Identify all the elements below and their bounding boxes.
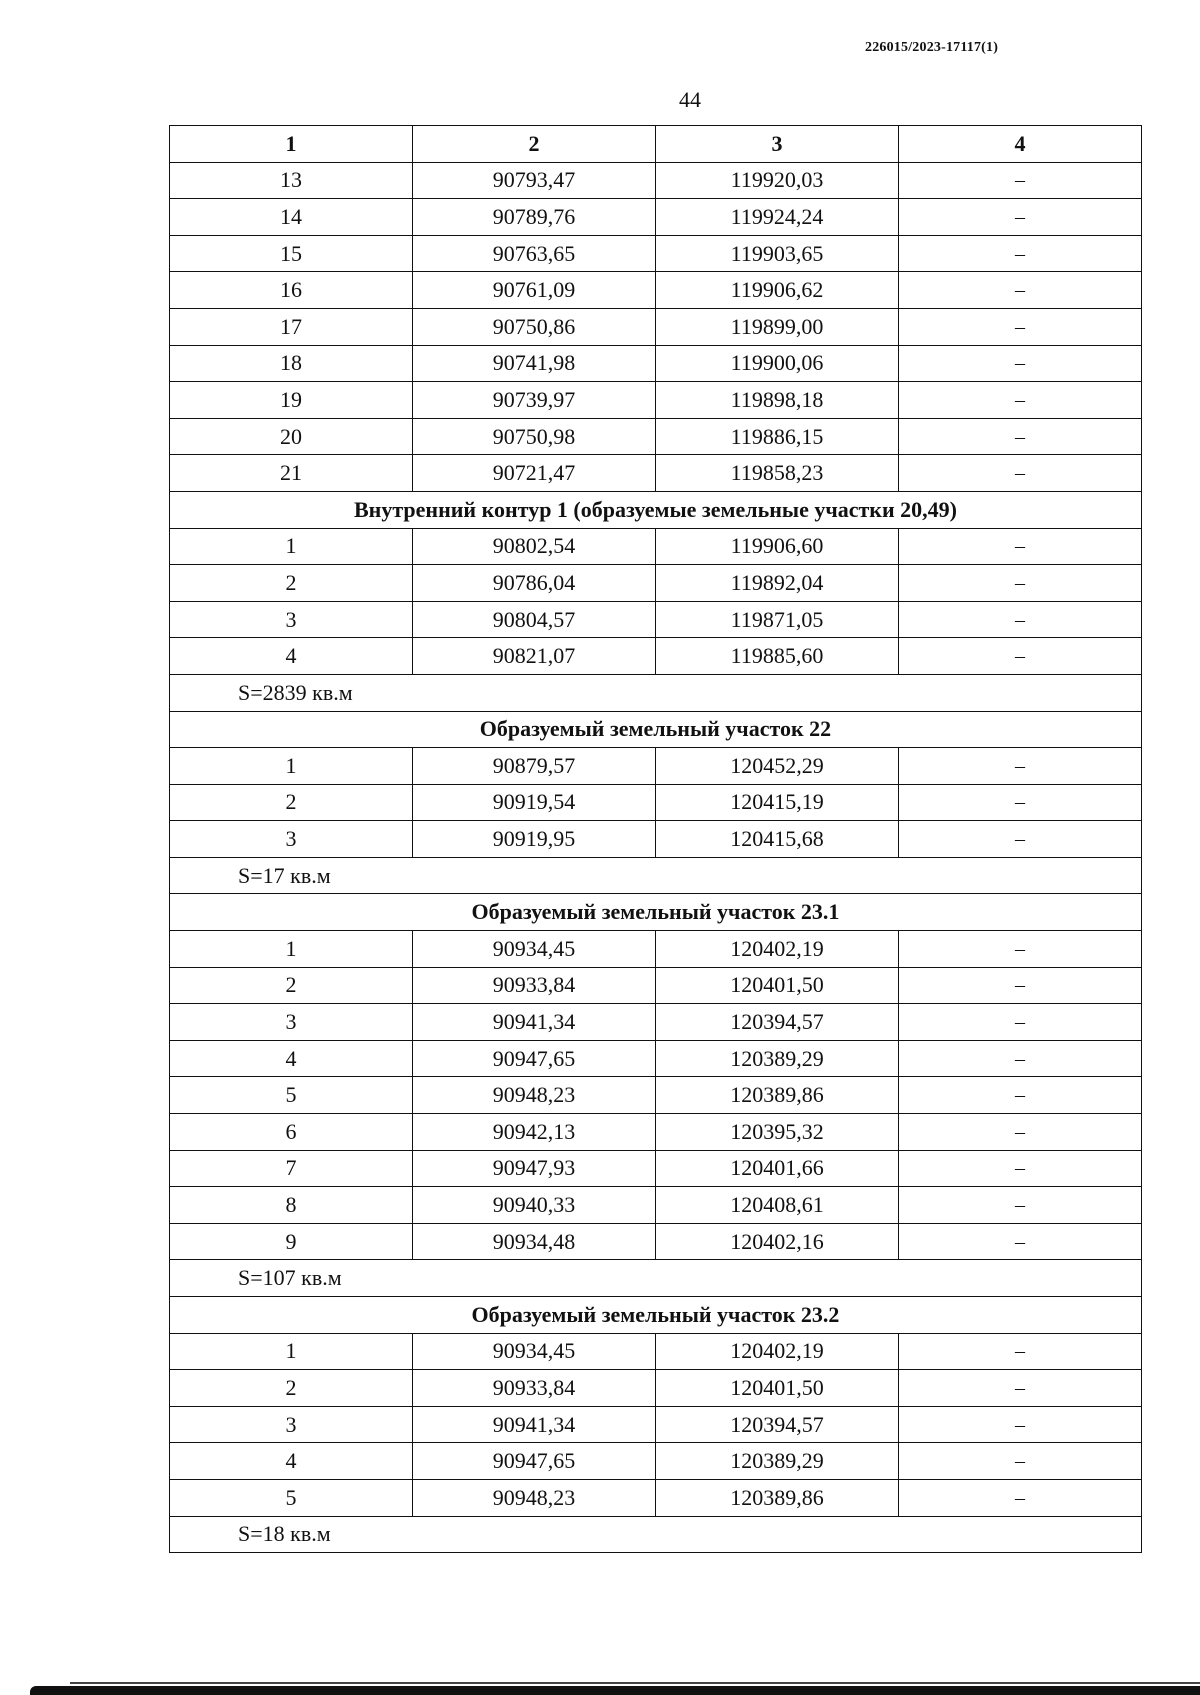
table-row (170, 1150, 1142, 1187)
table-row (170, 418, 1142, 455)
x-coordinate-cell: 90919,95 (413, 821, 656, 858)
point-number-cell: 1 (170, 1333, 413, 1370)
point-number-cell: 15 (170, 235, 413, 272)
y-coordinate-cell: 120389,29 (656, 1040, 899, 1077)
y-coordinate-cell: 120389,86 (656, 1479, 899, 1516)
table-row (170, 1077, 1142, 1114)
table-row (170, 967, 1142, 1004)
point-number-cell: 5 (170, 1077, 413, 1114)
y-coordinate-cell: 120394,57 (656, 1406, 899, 1443)
x-coordinate-cell: 90934,48 (413, 1223, 656, 1260)
mark-cell: – (899, 1077, 1142, 1114)
mark-cell: – (899, 1370, 1142, 1407)
x-coordinate-cell: 90802,54 (413, 528, 656, 565)
y-coordinate-cell: 120408,61 (656, 1187, 899, 1224)
section-row (170, 894, 1142, 931)
x-coordinate-cell: 90793,47 (413, 162, 656, 199)
x-coordinate-cell: 90947,65 (413, 1443, 656, 1480)
point-number-cell: 2 (170, 967, 413, 1004)
point-number-cell: 2 (170, 1370, 413, 1407)
table-row (170, 784, 1142, 821)
mark-cell: – (899, 967, 1142, 1004)
y-coordinate-cell: 119892,04 (656, 565, 899, 602)
point-number-cell: 4 (170, 1040, 413, 1077)
x-coordinate-cell: 90919,54 (413, 784, 656, 821)
mark-cell: – (899, 345, 1142, 382)
table-row (170, 1004, 1142, 1041)
mark-cell: – (899, 1004, 1142, 1041)
y-coordinate-cell: 120401,50 (656, 1370, 899, 1407)
y-coordinate-cell: 120402,19 (656, 1333, 899, 1370)
section-row (170, 711, 1142, 748)
mark-cell: – (899, 1040, 1142, 1077)
area-value: S=17 кв.м (170, 857, 1142, 894)
mark-cell: – (899, 199, 1142, 236)
mark-cell: – (899, 308, 1142, 345)
table-row (170, 199, 1142, 236)
document-id: 226015/2023-17117(1) (865, 40, 999, 55)
section-title: Внутренний контур 1 (образуемые земельные участки 20,49) (170, 491, 1142, 528)
area-value: S=18 кв.м (170, 1516, 1142, 1553)
mark-cell: – (899, 418, 1142, 455)
table-row (170, 1223, 1142, 1260)
y-coordinate-cell: 120402,19 (656, 931, 899, 968)
x-coordinate-cell: 90933,84 (413, 1370, 656, 1407)
area-row (170, 857, 1142, 894)
mark-cell: – (899, 1223, 1142, 1260)
x-coordinate-cell: 90721,47 (413, 455, 656, 492)
table-row (170, 382, 1142, 419)
section-title: Образуемый земельный участок 22 (170, 711, 1142, 748)
table-row (170, 1479, 1142, 1516)
point-number-cell: 8 (170, 1187, 413, 1224)
point-number-cell: 5 (170, 1479, 413, 1516)
x-coordinate-cell: 90933,84 (413, 967, 656, 1004)
mark-cell: – (899, 272, 1142, 309)
table-row (170, 601, 1142, 638)
area-value: S=2839 кв.м (170, 674, 1142, 711)
mark-cell: – (899, 601, 1142, 638)
table-row (170, 1333, 1142, 1370)
header-col-1: 1 (170, 126, 413, 163)
section-row (170, 1297, 1142, 1334)
point-number-cell: 19 (170, 382, 413, 419)
point-number-cell: 3 (170, 821, 413, 858)
y-coordinate-cell: 119886,15 (656, 418, 899, 455)
x-coordinate-cell: 90934,45 (413, 1333, 656, 1370)
table-row (170, 272, 1142, 309)
header-col-4: 4 (899, 126, 1142, 163)
point-number-cell: 6 (170, 1114, 413, 1151)
x-coordinate-cell: 90942,13 (413, 1114, 656, 1151)
y-coordinate-cell: 119899,00 (656, 308, 899, 345)
x-coordinate-cell: 90941,34 (413, 1406, 656, 1443)
y-coordinate-cell: 120401,66 (656, 1150, 899, 1187)
table-row (170, 455, 1142, 492)
mark-cell: – (899, 1150, 1142, 1187)
table-row (170, 1114, 1142, 1151)
x-coordinate-cell: 90761,09 (413, 272, 656, 309)
y-coordinate-cell: 120389,86 (656, 1077, 899, 1114)
mark-cell: – (899, 638, 1142, 675)
point-number-cell: 16 (170, 272, 413, 309)
section-title: Образуемый земельный участок 23.1 (170, 894, 1142, 931)
table-row (170, 528, 1142, 565)
point-number-cell: 1 (170, 748, 413, 785)
point-number-cell: 13 (170, 162, 413, 199)
mark-cell: – (899, 1333, 1142, 1370)
mark-cell: – (899, 821, 1142, 858)
y-coordinate-cell: 120389,29 (656, 1443, 899, 1480)
x-coordinate-cell: 90940,33 (413, 1187, 656, 1224)
x-coordinate-cell: 90789,76 (413, 199, 656, 236)
x-coordinate-cell: 90934,45 (413, 931, 656, 968)
mark-cell: – (899, 1187, 1142, 1224)
table-row (170, 1406, 1142, 1443)
table-row (170, 1370, 1142, 1407)
point-number-cell: 9 (170, 1223, 413, 1260)
mark-cell: – (899, 1406, 1142, 1443)
mark-cell: – (899, 162, 1142, 199)
page-number: 44 (679, 87, 701, 112)
table-row (170, 162, 1142, 199)
table-row (170, 1187, 1142, 1224)
header-col-2: 2 (413, 126, 656, 163)
point-number-cell: 7 (170, 1150, 413, 1187)
table-row (170, 345, 1142, 382)
point-number-cell: 4 (170, 1443, 413, 1480)
y-coordinate-cell: 120452,29 (656, 748, 899, 785)
table-row (170, 638, 1142, 675)
area-value: S=107 кв.м (170, 1260, 1142, 1297)
point-number-cell: 21 (170, 455, 413, 492)
point-number-cell: 14 (170, 199, 413, 236)
mark-cell: – (899, 565, 1142, 602)
x-coordinate-cell: 90947,65 (413, 1040, 656, 1077)
x-coordinate-cell: 90948,23 (413, 1479, 656, 1516)
y-coordinate-cell: 119871,05 (656, 601, 899, 638)
x-coordinate-cell: 90821,07 (413, 638, 656, 675)
x-coordinate-cell: 90763,65 (413, 235, 656, 272)
y-coordinate-cell: 119906,60 (656, 528, 899, 565)
y-coordinate-cell: 119903,65 (656, 235, 899, 272)
coordinates-table (169, 125, 1142, 1553)
table-body (170, 162, 1142, 1553)
point-number-cell: 18 (170, 345, 413, 382)
section-row (170, 491, 1142, 528)
point-number-cell: 3 (170, 1406, 413, 1443)
mark-cell: – (899, 931, 1142, 968)
point-number-cell: 3 (170, 1004, 413, 1041)
table-row (170, 821, 1142, 858)
mark-cell: – (899, 748, 1142, 785)
table-row (170, 1443, 1142, 1480)
mark-cell: – (899, 1114, 1142, 1151)
y-coordinate-cell: 120415,19 (656, 784, 899, 821)
mark-cell: – (899, 1443, 1142, 1480)
point-number-cell: 2 (170, 784, 413, 821)
y-coordinate-cell: 119858,23 (656, 455, 899, 492)
x-coordinate-cell: 90941,34 (413, 1004, 656, 1041)
y-coordinate-cell: 120402,16 (656, 1223, 899, 1260)
y-coordinate-cell: 119920,03 (656, 162, 899, 199)
y-coordinate-cell: 119898,18 (656, 382, 899, 419)
area-row (170, 1516, 1142, 1553)
x-coordinate-cell: 90948,23 (413, 1077, 656, 1114)
mark-cell: – (899, 784, 1142, 821)
scan-edge-bar (30, 1686, 1200, 1695)
mark-cell: – (899, 235, 1142, 272)
section-title: Образуемый земельный участок 23.2 (170, 1297, 1142, 1334)
area-row (170, 674, 1142, 711)
point-number-cell: 20 (170, 418, 413, 455)
point-number-cell: 4 (170, 638, 413, 675)
y-coordinate-cell: 119924,24 (656, 199, 899, 236)
x-coordinate-cell: 90786,04 (413, 565, 656, 602)
y-coordinate-cell: 119906,62 (656, 272, 899, 309)
header-col-3: 3 (656, 126, 899, 163)
point-number-cell: 1 (170, 931, 413, 968)
x-coordinate-cell: 90879,57 (413, 748, 656, 785)
mark-cell: – (899, 528, 1142, 565)
y-coordinate-cell: 120394,57 (656, 1004, 899, 1041)
x-coordinate-cell: 90750,86 (413, 308, 656, 345)
x-coordinate-cell: 90750,98 (413, 418, 656, 455)
point-number-cell: 3 (170, 601, 413, 638)
point-number-cell: 17 (170, 308, 413, 345)
scan-edge-line (70, 1682, 1200, 1684)
y-coordinate-cell: 120415,68 (656, 821, 899, 858)
x-coordinate-cell: 90804,57 (413, 601, 656, 638)
table-row (170, 748, 1142, 785)
mark-cell: – (899, 455, 1142, 492)
y-coordinate-cell: 119885,60 (656, 638, 899, 675)
table-header (170, 126, 1142, 163)
y-coordinate-cell: 119900,06 (656, 345, 899, 382)
y-coordinate-cell: 120401,50 (656, 967, 899, 1004)
table-row (170, 931, 1142, 968)
x-coordinate-cell: 90741,98 (413, 345, 656, 382)
table-row (170, 1040, 1142, 1077)
x-coordinate-cell: 90947,93 (413, 1150, 656, 1187)
point-number-cell: 1 (170, 528, 413, 565)
mark-cell: – (899, 1479, 1142, 1516)
area-row (170, 1260, 1142, 1297)
table-row (170, 565, 1142, 602)
mark-cell: – (899, 382, 1142, 419)
point-number-cell: 2 (170, 565, 413, 602)
header-row (170, 126, 1142, 163)
table-row (170, 308, 1142, 345)
y-coordinate-cell: 120395,32 (656, 1114, 899, 1151)
table-row (170, 235, 1142, 272)
x-coordinate-cell: 90739,97 (413, 382, 656, 419)
